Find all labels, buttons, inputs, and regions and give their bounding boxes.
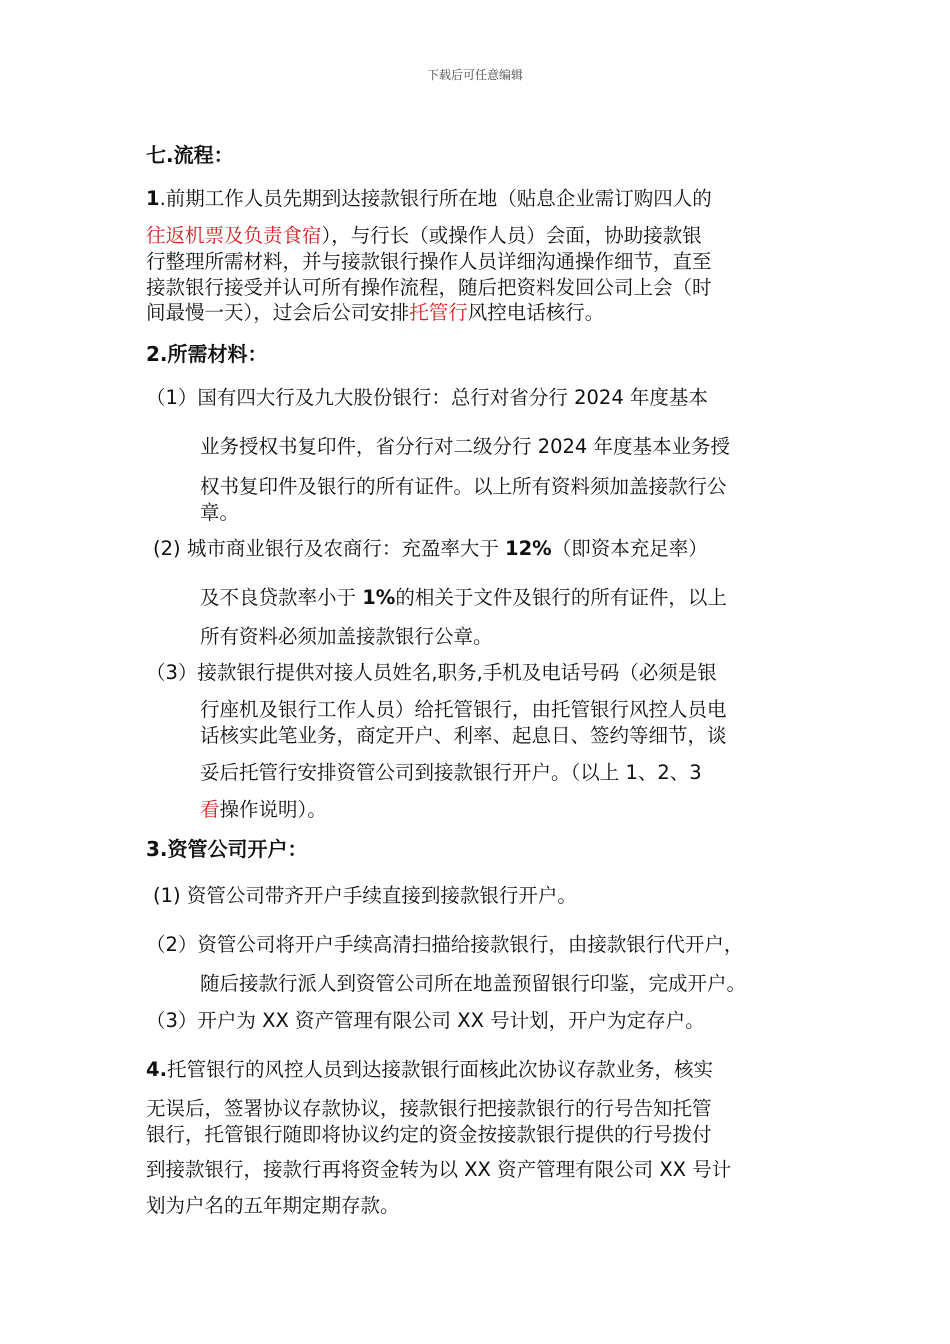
s1-line-1-text: .前期工作人员先期到达接款银行所在地（贴息企业需订购四人的 [159, 187, 712, 210]
s2-item2-c: （即资本充足率） [551, 537, 708, 560]
s2-item1-line-3: 权书复印件及银行的所有证件。以上所有资料须加盖接款行公 [200, 475, 727, 498]
s1-line-5-a: 间最慢一天），过会后公司安排 [146, 301, 410, 324]
s1-line-2 [146, 223, 702, 249]
s2-item2-npl: 1% [362, 586, 396, 609]
s3-item2-line-2: 随后接款行派人到资管公司所在地盖预留银行印鉴，完成开户。 [200, 972, 747, 995]
page-title: 七.流程： [146, 143, 234, 167]
s2-item1-line-2: 业务授权书复印件，省分行对二级分行 2024 年度基本业务授 [200, 435, 731, 458]
s4-line-4: 到接款银行，接款行再将资金转为以 XX 资产管理有限公司 XX 号计 [146, 1158, 732, 1181]
s1-highlight-tickets: 往返机票及负责食宿 [146, 224, 322, 247]
s2-item3-l5-rest: 操作说明）。 [219, 798, 327, 821]
s2-item2-line-3: 所有资料必须加盖接款银行公章。 [200, 625, 493, 648]
s2-item2-line-1 [153, 536, 708, 562]
s1-line-2-text: ），与行长（或操作人员）会面，协助接款银 [321, 224, 702, 247]
s3-item1: (1) 资管公司带齐开户手续直接到接款银行开户。 [153, 884, 577, 907]
s4-line-5: 划为户名的五年期定期存款。 [146, 1194, 400, 1217]
s2-item3-line-5 [200, 797, 327, 823]
s2-item2-a: (2) 城市商业银行及农商行：充盈率大于 [153, 537, 506, 560]
page-header: 下载后可任意编辑 [426, 68, 523, 82]
s1-line-3: 行整理所需材料，并与接款银行操作人员详细沟通操作细节，直至 [146, 250, 712, 273]
s1-line-4: 接款银行接受并认可所有操作流程，随后把资料发回公司上会（时 [146, 276, 712, 299]
s2-heading: 2.所需材料： [146, 342, 268, 366]
s2-item2-l2-c: 的相关于文件及银行的所有证件，以上 [395, 586, 727, 609]
s4-line-2: 无误后，签署协议存款协议，接款银行把接款银行的行号告知托管 [146, 1097, 712, 1120]
s1-line-5 [146, 300, 604, 326]
s2-item1-line-1: （1）国有四大行及九大股份银行：总行对省分行 2024 年度基本 [146, 386, 708, 409]
s4-line-3: 银行，托管银行随即将协议约定的资金按接款银行提供的行号拨付 [146, 1123, 712, 1146]
s2-item2-line-2 [200, 585, 727, 611]
s2-item3-line-4: 妥后托管行安排资管公司到接款银行开户。（以上 1、2、3 [200, 761, 702, 784]
s1-line-5-b: 风控电话核行。 [467, 301, 605, 324]
s2-item3-line-1: （3）接款银行提供对接人员姓名,职务,手机及电话号码（必须是银 [146, 661, 717, 684]
s2-item3-line-3: 话核实此笔业务，商定开户、利率、起息日、签约等细节，谈 [200, 724, 727, 747]
s4-number: 4. [146, 1058, 167, 1081]
s4-line-1 [146, 1057, 713, 1083]
s3-item3: （3）开户为 XX 资产管理有限公司 XX 号计划，开户为定存户。 [146, 1009, 705, 1032]
s3-heading: 3.资管公司开户： [146, 837, 308, 861]
s3-item2-line-1: （2）资管公司将开户手续高清扫描给接款银行，由接款银行代开户， [146, 933, 744, 956]
s2-item2-l2-a: 及不良贷款率小于 [200, 586, 363, 609]
s1-number: 1 [146, 187, 160, 210]
s4-line-1-text: 托管银行的风控人员到达接款银行面核此次协议存款业务，核实 [166, 1058, 713, 1081]
s1-highlight-custodian: 托管行 [409, 301, 468, 324]
s2-item3-highlight: 看 [200, 798, 220, 821]
s2-item3-line-2: 行座机及银行工作人员）给托管银行，由托管银行风控人员电 [200, 698, 727, 721]
s1-line-1 [146, 186, 712, 212]
s2-item2-car: 12% [505, 537, 552, 560]
s2-item1-line-4: 章。 [200, 501, 240, 524]
